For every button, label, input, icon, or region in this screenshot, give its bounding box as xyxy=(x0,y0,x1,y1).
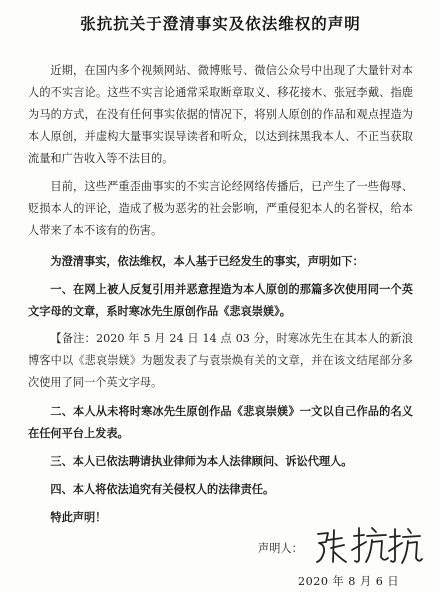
paragraph-remark: 【备注：2020 年 5 月 24 日 14 点 03 分，时寒冰先生在其本人的新浪博客中以《悲哀崇媄》为题发表了与袁崇焕有关的文章，并在该文结尾部分多次使用了同一个英文字母。 xyxy=(28,332,413,389)
paragraph-point-4: 四、本人将依法追究有关侵权人的法律责任。 xyxy=(50,482,275,496)
handwritten-signature xyxy=(314,522,424,568)
paragraph-declaration-lead: 为澄清事实，依法维权，本人基于已经发生的事实，声明如下： xyxy=(50,254,364,268)
statement-date: 2020 年 8 月 6 日 xyxy=(298,575,400,588)
paragraph-point-1: 一、在网上被人反复引用并恶意捏造为本人原创的那篇多次使用同一个英文字母的文章，系时寒冰先生原创作品《悲哀崇媄》。 xyxy=(28,282,413,318)
paragraph-intro: 近期，在国内多个视频网站、微博账号、微信公众号中出现了大量针对本人的不实言论。这些不实言论通常采取断章取义、移花接木、张冠李戴、指鹿为马的方式，在没有任何事实依据的情况下，将别人原创的作品和观点捏造为本人原创，并虚构大量事实误导读者和听众，以达到抹黑我本人、不正当获取流量和广告收入等不法目的。 xyxy=(28,64,413,165)
signature-label: 声明人： xyxy=(258,542,303,555)
paragraph-point-3: 三、本人已依法聘请执业律师为本人法律顾问、诉讼代理人。 xyxy=(50,454,353,468)
paragraph-point-2: 二、本人从未将时寒冰先生原创作品《悲哀崇媄》一文以自己作品的名义在任何平台上发表。 xyxy=(28,404,413,440)
paragraph-closing: 特此声明！ xyxy=(50,510,107,524)
document-title: 张抗抗关于澄清事实及依法维权的声明 xyxy=(80,14,361,33)
document-body xyxy=(28,60,413,528)
signature-block xyxy=(258,536,428,566)
paragraph-impact: 目前，这些严重歪曲事实的不实言论经网络传播后，已产生了一些侮辱、贬损本人的评论，造成了极为恶劣的社会影响，严重侵犯本人的名誉权，给本人带来了本不该有的伤害。 xyxy=(28,180,413,237)
